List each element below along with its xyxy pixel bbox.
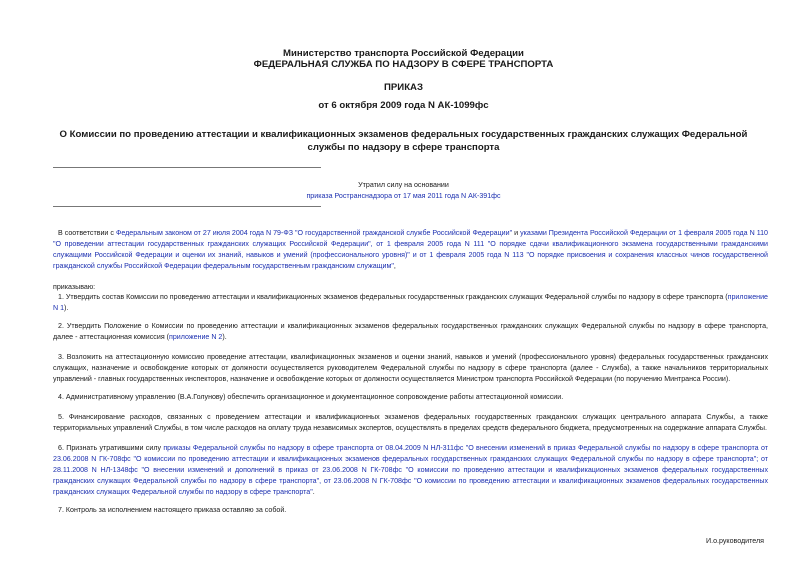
document-type: ПРИКАЗ bbox=[384, 82, 423, 93]
status-note-link[interactable]: приказа Ространснадзора от 17 мая 2011 года N АК-391фс bbox=[306, 192, 501, 200]
item-4: 4. Административному управлению (В.А.Голунову) обеспечить организационное и документационное сопровождение работы аттестационной комиссии. bbox=[58, 393, 564, 401]
prikazyvayu-text: приказываю: bbox=[53, 283, 96, 291]
divider-bottom bbox=[53, 206, 321, 207]
item-3: 3. Возложить на аттестационную комиссию проведение аттестации, квалификационных экзаменов и оценки знаний, навыков и умений (профессионального уровня) федеральных государственных гражданских служащих, назначение и освобождение которых от должности осуществляется руководителем Федеральной службы по надзору в сфере транспорта (далее - Служба), а также начальников территориальных управлений - главных государственных инспекторов, назначение и освобождение которых от должности осуществляется Министром транспорта Российской Федерации (по поручению Минтранса России). bbox=[53, 353, 768, 383]
repealed-orders-link[interactable]: приказы Федеральной службы по надзору в сфере транспорта от 08.04.2009 N НЛ-311фс "О внесении изменений в приказ Федеральной службы по надзору в сфере транспорта от 23.06.2008 N ГК-708фс "О комиссии по проведению аттестации и квалификационных экзаменов федеральных государственных гражданских служащих Федеральной службы по надзору в сфере транспорта"; от 28.11.2008 N НЛ-1348фс "О внесении изменений и дополнений в приказ от 23.06.2008 N ГК-708фс "О комиссии по проведению аттестации и квалификационных экзаменов федеральных государственных гражданских служащих Федеральной службы по надзору в сфере транспорта", от 23.06.2008 N ГК-708фс "О комиссии по проведению аттестации и квалификационных экзаменов федеральных государственных гражданских служащих Федеральной службы по надзору в сфере транспорта" bbox=[53, 444, 768, 496]
item-2 bbox=[53, 321, 768, 343]
status-note-text: Утратил силу на основании bbox=[358, 181, 449, 189]
divider-top bbox=[53, 167, 321, 168]
item-5: 5. Финансирование расходов, связанных с проведением аттестации и квалификационных экзаменов федеральных государственных гражданских служащих центрального аппарата Службы, а также территориальных управлений Службы, в том числе расходов на оплату труда независимых экспертов, осуществлять в пределах средств федерального бюджета, предусмотренных на содержание аппарата Службы. bbox=[53, 413, 768, 432]
item-7: 7. Контроль за исполнением настоящего приказа оставляю за собой. bbox=[58, 506, 287, 514]
item-1-text: 1. Утвердить состав Комиссии по проведению аттестации и квалификационных экзаменов федеральных государственных гражданских служащих Федеральной службы по надзору в сфере транспорта ( bbox=[58, 293, 728, 301]
item-6 bbox=[53, 443, 768, 498]
item-1 bbox=[53, 292, 768, 314]
federal-law-link[interactable]: Федеральным законом от 27 июля 2004 года N 79-ФЗ "О государственной гражданской службе Российской Федерации" bbox=[115, 229, 513, 237]
appendix-1-link[interactable]: приложение N 1 bbox=[53, 293, 768, 312]
presidential-decrees-link[interactable]: указами Президента Российской Федерации от 1 февраля 2005 года N 110 "О проведении аттестации государственных гражданских служащих Российской Федерации", от 1 февраля 2005 года N 111 "О порядке сдачи квалификационного экзамена государственными гражданскими служащими Российской Федерации и оценки их знаний, навыков и умений (профессионального уровня)" и от 1 февраля 2005 года N 113 "О порядке присвоения и сохранения классных чинов государственной гражданской службы Российской Федерации федеральным государственным гражданским служащим" bbox=[53, 229, 769, 270]
signature-title: И.о.руководителя bbox=[706, 537, 764, 545]
ministry-name: Министерство транспорта Российской Федерации bbox=[283, 48, 524, 59]
preamble-text-end: , bbox=[393, 262, 396, 270]
preamble-text-and: и bbox=[512, 229, 521, 237]
service-name: ФЕДЕРАЛЬНАЯ СЛУЖБА ПО НАДЗОРУ В СФЕРЕ ТРАНСПОРТА bbox=[253, 59, 554, 70]
preamble-paragraph bbox=[53, 228, 768, 272]
document-title: О Комиссии по проведению аттестации и квалификационных экзаменов федеральных государственных гражданских служащих Федеральной службы по надзору в сфере транспорта bbox=[59, 129, 748, 153]
item-1-end: ). bbox=[64, 304, 69, 312]
item-2-end: ). bbox=[222, 333, 227, 341]
item-2-text: 2. Утвердить Положение о Комиссии по проведению аттестации и квалификационных экзаменов федеральных государственных гражданских служащих Федеральной службы по надзору в сфере транспорта, далее - аттестационная комиссия ( bbox=[53, 322, 768, 341]
item-6-text: 6. Признать утратившими силу bbox=[58, 444, 164, 452]
appendix-2-link[interactable]: приложение N 2 bbox=[169, 333, 223, 341]
preamble-text: В соответствии с bbox=[58, 229, 116, 237]
document-date-number: от 6 октября 2009 года N АК-1099фс bbox=[318, 100, 489, 111]
item-6-end: . bbox=[312, 488, 315, 496]
